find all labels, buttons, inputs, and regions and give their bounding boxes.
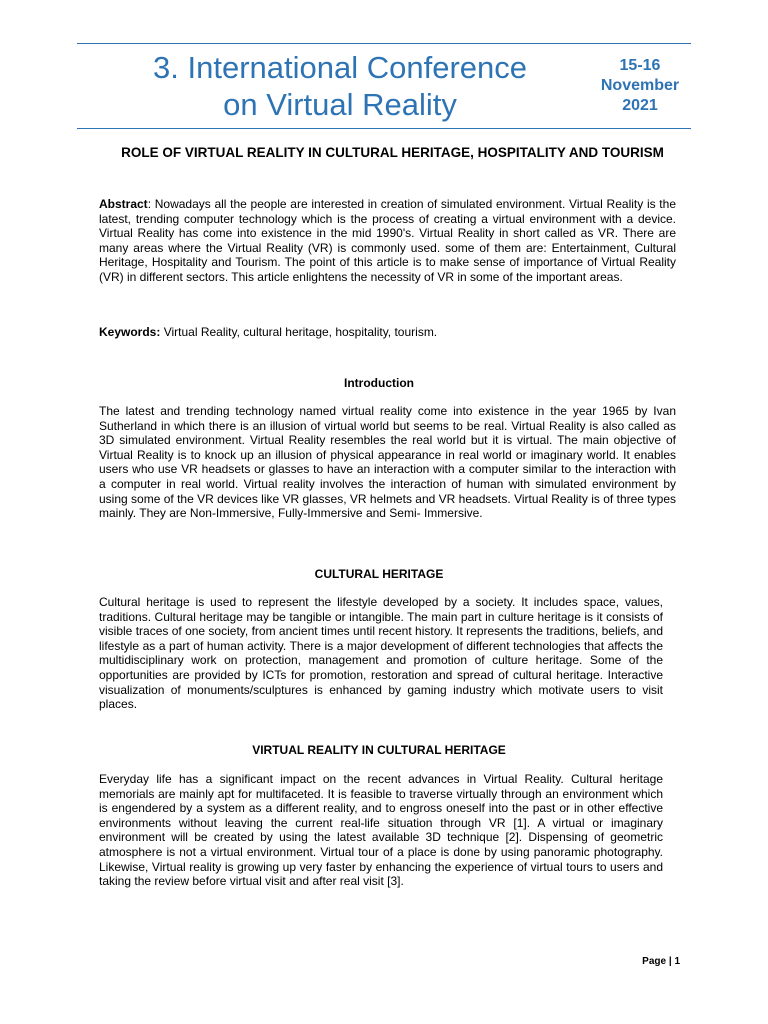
abstract-text: : Nowadays all the people are interested in creation of simulated environment. Virtual Reality is the latest, trending computer technology which is the process of creating a virtual environment with a device. Virtual Reality has come into existence in the mid 1990's. Virtual Reality in short called as VR. There are many areas where the Virtual Reality (VR) is commonly used. some of them are: Entertainment, Cultural Heritage, Hospitality and Tourism. The point of this article is to make sense of importance of Virtual Reality (VR) in different sectors. This article enlightens the necessity of VR in some of the important areas. — [99, 197, 676, 284]
abstract-paragraph — [99, 197, 676, 285]
paper-title: ROLE OF VIRTUAL REALITY IN CULTURAL HERITAGE, HOSPITALITY AND TOURISM — [121, 145, 664, 160]
conference-date-days: 15-16 — [619, 57, 661, 74]
vr-cultural-heritage-heading: VIRTUAL REALITY IN CULTURAL HERITAGE — [252, 743, 506, 757]
header-top-rule — [77, 43, 691, 44]
keywords-text: Virtual Reality, cultural heritage, hospitality, tourism. — [160, 325, 438, 339]
conference-title-line-2: on Virtual Reality — [223, 87, 457, 122]
conference-date-year: 2021 — [622, 97, 658, 114]
conference-title — [90, 49, 590, 123]
introduction-heading: Introduction — [344, 376, 414, 390]
abstract-label: Abstract — [99, 197, 148, 211]
page-label: Page | — [642, 956, 675, 967]
introduction-paragraph: The latest and trending technology named virtual reality come into existence in the year 1965 by Ivan Sutherland in which there is an illusion of virtual world but seems to be real. Virtual Reality is also called as 3D simulated environment. Virtual Reality resembles the real world but it is virtual. The main objective of Virtual Reality is to knock up an illusion of physical appearance in real world or imaginary world. It enables users who use VR headsets or glasses to have an interaction with a computer similar to the interaction with a computer in real world. Virtual reality involves the interaction of human with simulated environment by using some of the VR devices like VR glasses, VR helmets and VR headsets. Virtual Reality is of three types mainly. They are Non-Immersive, Fully-Immersive and Semi- Immersive. — [99, 404, 676, 521]
header-bottom-rule — [77, 128, 691, 129]
cultural-heritage-paragraph: Cultural heritage is used to represent the lifestyle developed by a society. It includes space, values, traditions. Cultural heritage may be tangible or intangible. The main part in culture heritage is it consists of visible traces of one society, from ancient times until recent history. It represents the traditions, beliefs, and lifestyle as a part of human activity. There is a major development of different technologies that affects the multidisciplinary work on protection, management and promotion of culture heritage. Some of the opportunities are provided by ICTs for promotion, restoration and spread of cultural heritage. Interactive visualization of monuments/sculptures is enhanced by gaming industry which motivate users to visit places. — [99, 595, 663, 712]
keywords-paragraph — [99, 325, 676, 340]
cultural-heritage-heading: CULTURAL HERITAGE — [314, 567, 444, 581]
conference-date-month: November — [600, 77, 680, 94]
vr-cultural-heritage-paragraph: Everyday life has a significant impact on the recent advances in Virtual Reality. Cultural heritage memorials are mainly apt for multifaceted. It is feasible to traverse virtually through an environment which is engendered by a system as a different reality, and to engross oneself into the past or in other effective environments without leaving the current real-life situation through VR [1]. A virtual or imaginary environment will be created by using the latest available 3D technique [2]. Dispensing of geometric atmosphere is not a virtual environment. Virtual tour of a place is done by using panoramic photography. Likewise, Virtual reality is growing up very faster by enhancing the experience of virtual tours to users and taking the review before virtual visit and after real visit [3]. — [99, 772, 663, 889]
conference-date — [585, 56, 695, 116]
page-number: 1 — [674, 956, 680, 967]
page-footer — [580, 956, 680, 967]
keywords-label: Keywords: — [99, 325, 161, 339]
conference-title-line-1: 3. International Conference — [153, 50, 527, 85]
